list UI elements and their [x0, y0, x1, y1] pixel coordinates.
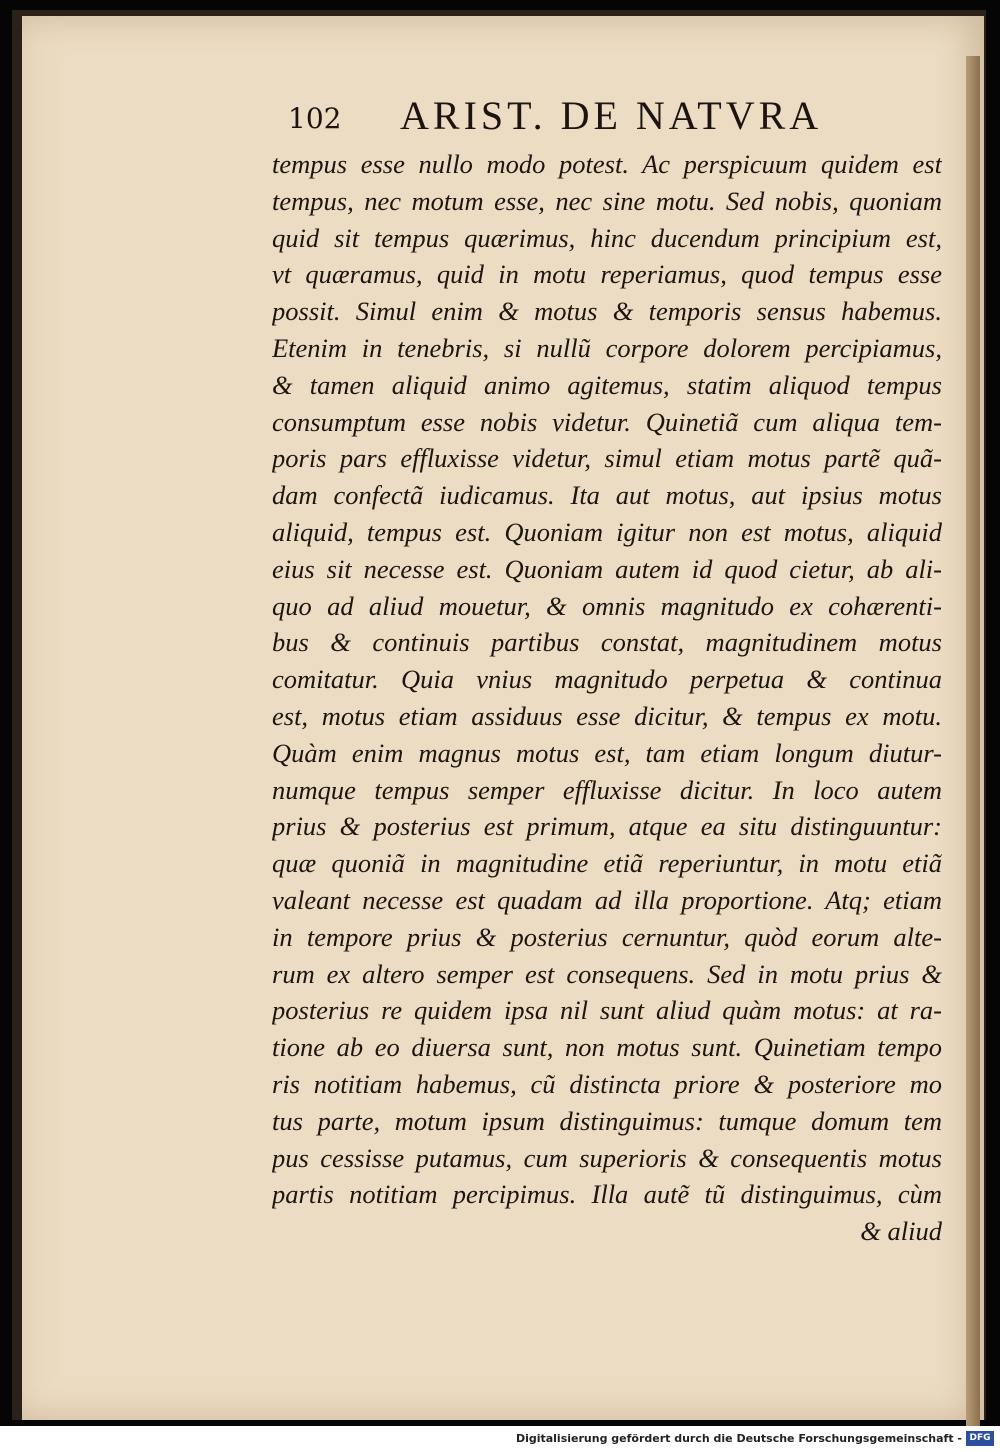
text-line: in tempore prius & posterius cernuntur, quòd eorum alte-: [272, 921, 942, 952]
running-head: ARIST. DE NATVRA: [400, 93, 823, 138]
funding-credit: Digitalisierung gefördert durch die Deutsche Forschungsgemeinschaft -: [515, 1432, 962, 1445]
text-line: tempus, nec motum esse, nec sine motu. Sed nobis, quoniam: [272, 185, 942, 216]
page-spine-edge: [966, 56, 980, 1436]
text-line: prius & posterius est primum, atque ea situ distinguuntur:: [272, 811, 942, 842]
text-line: Etenim in tenebris, si nullũ corpore dolorem percipiamus,: [272, 332, 942, 363]
text-line: quæ quoniã in magnitudine etiã reperiuntur, in motu etiã: [272, 848, 942, 879]
text-line: consumptum esse nobis videtur. Quinetiã cum aliqua tem-: [272, 406, 942, 437]
text-line: aliquid, tempus est. Quoniam igitur non est motus, aliquid: [272, 516, 942, 547]
text-line: ris notitiam habemus, cũ distincta priore & posteriore mo: [272, 1068, 942, 1099]
text-line: numque tempus semper effluxisse dicitur. In loco autem: [272, 774, 942, 805]
text-line: tempus esse nullo modo potest. Ac perspicuum quidem est: [272, 149, 942, 179]
text-line: Quàm enim magnus motus est, tam etiam longum diutur-: [272, 737, 942, 768]
text-line: eius sit necesse est. Quoniam autem id quod cietur, ab ali-: [272, 553, 942, 584]
text-line: & aliud: [860, 1216, 942, 1247]
text-line: est, motus etiam assiduus esse dicitur, & tempus ex motu.: [272, 700, 942, 731]
dfg-logo-icon: DFG: [966, 1431, 994, 1446]
page-header: [288, 92, 848, 138]
text-line: bus & continuis partibus constat, magnitudinem motus: [272, 627, 942, 658]
text-line: quo ad aliud mouetur, & omnis magnitudo ex cohærenti-: [272, 590, 942, 621]
text-line: rum ex altero semper est consequens. Sed in motu prius &: [272, 958, 942, 989]
text-line: pus cessisse putamus, cum superioris & consequentis motus: [272, 1142, 942, 1173]
text-line: quid sit tempus quærimus, hinc ducendum principium est,: [272, 222, 942, 253]
text-line: tus parte, motum ipsum distinguimus: tumque domum tem: [272, 1105, 942, 1136]
text-line: vt quæramus, quid in motu reperiamus, quod tempus esse: [272, 259, 942, 290]
text-line: posterius re quidem ipsa nil sunt aliud quàm motus: at ra-: [272, 995, 942, 1026]
text-line: dam confectã iudicamus. Ita aut motus, aut ipsius motus: [272, 480, 942, 511]
text-line: & tamen aliquid animo agitemus, statim aliquod tempus: [272, 369, 942, 400]
text-line: tione ab eo diuersa sunt, non motus sunt. Quinetiam tempo: [272, 1032, 942, 1063]
text-line: comitatur. Quia vnius magnitudo perpetua & continua: [272, 664, 942, 695]
body-text: [272, 146, 942, 1250]
text-line: valeant necesse est quadam ad illa proportione. Atq; etiam: [272, 884, 942, 915]
digitization-footer: [0, 1426, 1000, 1452]
text-line: partis notitiam percipimus. Illa autẽ tũ distinguimus, cùm: [272, 1179, 942, 1210]
text-line: possit. Simul enim & motus & temporis sensus habemus.: [272, 296, 942, 327]
text-line: poris pars effluxisse videtur, simul etiam motus partẽ quã-: [272, 443, 942, 474]
page-number: 102: [288, 102, 342, 135]
